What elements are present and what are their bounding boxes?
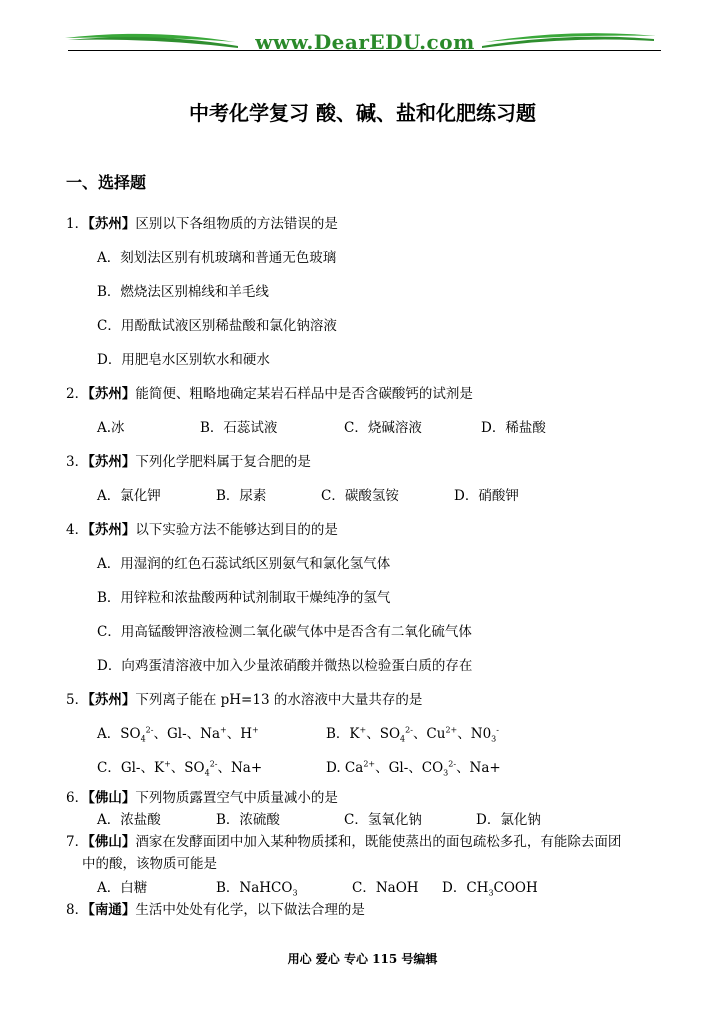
q2-option-b: B．石蕊试液 [200,420,278,436]
q3-option-d: D．硝酸钾 [454,488,519,504]
q4-option-c: C．用高锰酸钾溶液检测二氧化碳气体中是否含有二氧化硫气体 [97,624,472,640]
section-heading: 一、选择题 [66,173,147,192]
q2-option-d: D．稀盐酸 [481,420,546,436]
q4-option-a: A．用湿润的红色石蕊试纸区别氨气和氯化氢气体 [97,556,391,572]
question-7: 7．【佛山】酒家在发酵面团中加入某种物质揉和，既能使蒸出的面包疏松多孔，有能除去面团 [66,834,622,850]
q2-option-a: A.冰 [97,420,125,436]
q6-option-c: C．氢氧化钠 [344,812,422,828]
question-2: 2．【苏州】能简便、粗略地确定某岩石样品中是否含碳酸钙的试剂是 [66,386,473,402]
q6-option-a: A．浓盐酸 [97,812,161,828]
q1-option-c: C．用酚酞试液区别稀盐酸和氯化钠溶液 [97,318,337,334]
question-6: 6．【佛山】下列物质露置空气中质量减小的是 [66,790,338,806]
q5-option-a: A．$SO_4^{2-}$、Gl-、Na+、H+ [97,725,259,744]
q7-option-c: C．NaOH [352,880,419,896]
q6-option-b: B．浓硫酸 [216,812,280,828]
q4-option-d: D．向鸡蛋清溶液中加入少量浓硝酸并微热以检验蛋白质的存在 [97,658,473,674]
q5-option-b: B．K+、$SO_4^{2-}$、$Cu^{2+}$、$N0_3^-$ [326,725,499,744]
question-5: 5．【苏州】下列离子能在 pH=13 的水溶液中大量共存的是 [66,692,423,708]
q7-option-b: B．NaHCO$_3$ [216,880,298,898]
q2-option-c: C．烧碱溶液 [344,420,422,436]
question-8: 8．【南通】生活中处处有化学，以下做法合理的是 [66,902,365,918]
q7-option-d: D．$CH_3COOH$ [442,880,538,898]
q5-option-c: C．Gl-、K+、$SO_4^{2-}$、Na+ [97,759,263,778]
page-footer: 用心 爱心 专心 115 号编辑 [287,952,438,966]
q3-option-b: B．尿素 [216,488,267,504]
q1-option-d: D．用肥皂水区别软水和硬水 [97,352,270,368]
q1-option-b: B．燃烧法区别棉线和羊毛线 [97,284,269,300]
q3-option-c: C．碳酸氢铵 [321,488,399,504]
question-3: 3．【苏州】下列化学肥料属于复合肥的是 [66,454,311,470]
site-logo-text: www.DearEDU.com [255,30,475,54]
question-1: 1．【苏州】区别以下各组物质的方法错误的是 [66,216,338,232]
page-title: 中考化学复习 酸、碱、盐和化肥练习题 [189,101,536,125]
q6-option-d: D．氯化钠 [476,812,541,828]
q7-option-a: A．白糖 [97,880,148,896]
q1-option-a: A．刻划法区别有机玻璃和普通无色玻璃 [97,250,337,266]
question-4: 4．【苏州】以下实验方法不能够达到目的的是 [66,522,338,538]
question-7-continued: 中的酸，该物质可能是 [82,856,217,872]
q4-option-b: B．用锌粒和浓盐酸两种试剂制取干燥纯净的氢气 [97,590,391,606]
q3-option-a: A．氯化钾 [97,488,161,504]
q5-option-d: D. $Ca^{2+}$、Gl-、$CO_3^{2-}$、Na+ [326,759,501,778]
